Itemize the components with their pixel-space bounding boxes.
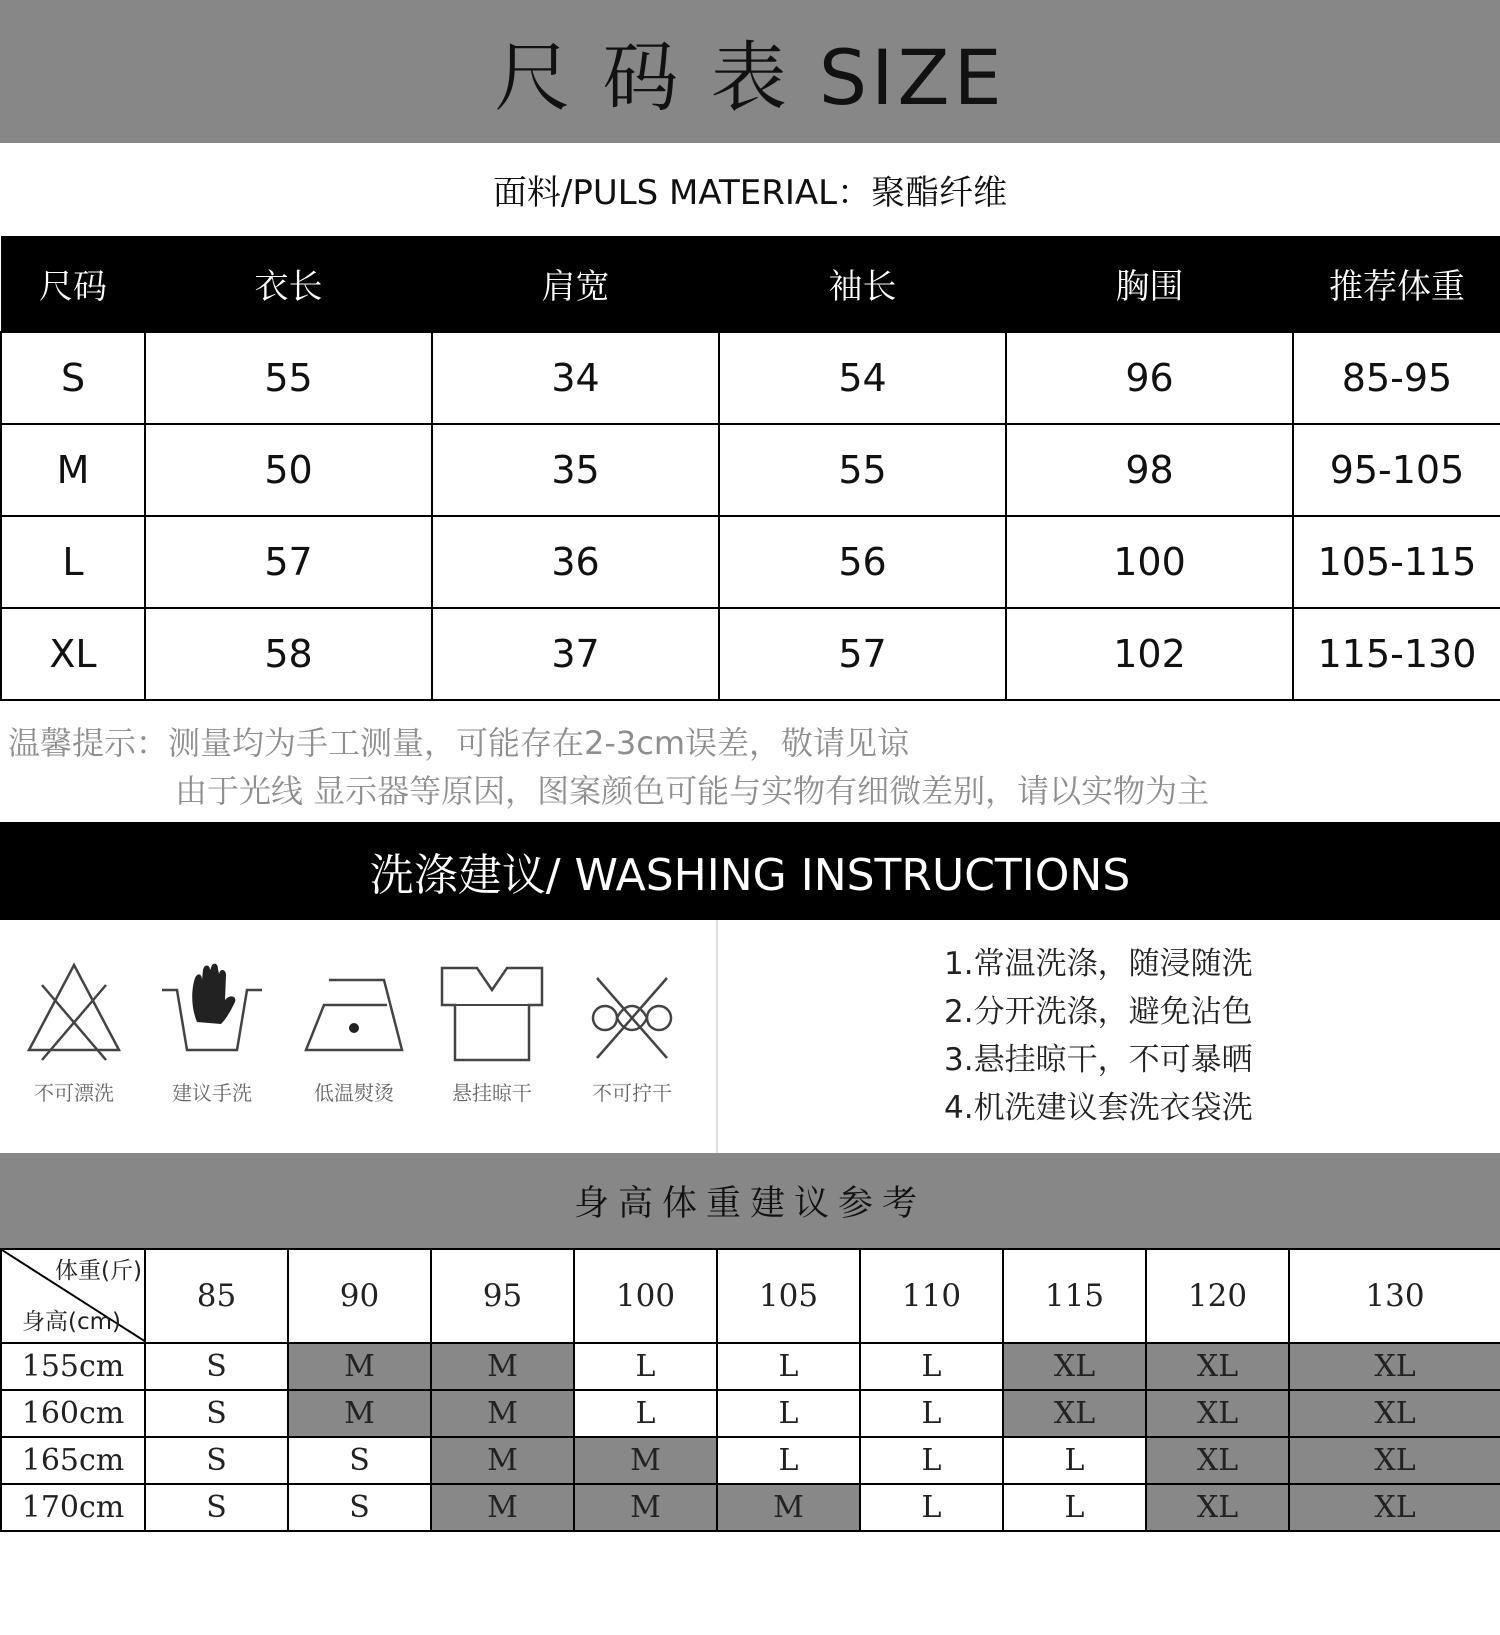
size-cell: M bbox=[431, 1437, 574, 1484]
weight-header: 85 bbox=[145, 1249, 288, 1343]
size-cell: XL bbox=[1003, 1343, 1146, 1390]
table-cell: 58 bbox=[145, 608, 432, 700]
tip-line-2: 由于光线 显示器等原因，图案颜色可能与实物有细微差别，请以实物为主 bbox=[175, 772, 1210, 810]
table-cell: 57 bbox=[145, 516, 432, 608]
table-cell: 35 bbox=[432, 424, 719, 516]
no-bleach-icon bbox=[24, 960, 124, 1065]
height-cell: 170cm bbox=[1, 1484, 145, 1531]
washing-header bbox=[0, 822, 1500, 920]
title-banner bbox=[0, 0, 1500, 143]
height-weight-header bbox=[0, 1153, 1500, 1248]
wash-icon-label: 建议手洗 bbox=[172, 1081, 252, 1105]
size-cell: L bbox=[717, 1343, 860, 1390]
weight-header: 100 bbox=[574, 1249, 717, 1343]
header-size: 尺码 bbox=[1, 236, 145, 332]
size-cell: L bbox=[574, 1343, 717, 1390]
list-item: 2.分开洗涤，避免沾色 bbox=[944, 994, 1253, 1030]
size-cell: XL bbox=[1003, 1390, 1146, 1437]
wash-icon-item bbox=[432, 960, 552, 1106]
section-divider bbox=[716, 920, 718, 1153]
table-cell: 57 bbox=[719, 608, 1006, 700]
list-item: 1.常温洗涤，随浸随洗 bbox=[944, 946, 1253, 982]
size-cell: S bbox=[288, 1437, 431, 1484]
table-cell: 36 bbox=[432, 516, 719, 608]
table-cell: M bbox=[1, 424, 145, 516]
list-item: 3.悬挂晾干，不可暴晒 bbox=[944, 1042, 1253, 1078]
height-cell: 165cm bbox=[1, 1437, 145, 1484]
table-cell: 105-115 bbox=[1293, 516, 1500, 608]
tip-line-1: 温馨提示：测量均为手工测量，可能存在2-3cm误差，敬请见谅 bbox=[8, 724, 910, 762]
weight-header: 95 bbox=[431, 1249, 574, 1343]
table-cell: 56 bbox=[719, 516, 1006, 608]
weight-header: 90 bbox=[288, 1249, 431, 1343]
header-chest: 胸围 bbox=[1006, 236, 1293, 332]
material-text: 面料/PULS MATERIAL：聚酯纤维 bbox=[492, 173, 1008, 213]
table-cell: 50 bbox=[145, 424, 432, 516]
hand-wash-icon bbox=[157, 960, 267, 1065]
table-row bbox=[1, 1343, 1500, 1390]
wash-icon-label: 不可漂洗 bbox=[34, 1081, 114, 1105]
table-row bbox=[1, 608, 1500, 700]
header-shoulder: 肩宽 bbox=[432, 236, 719, 332]
size-cell: S bbox=[145, 1343, 288, 1390]
wash-icon-item bbox=[152, 960, 272, 1106]
washing-section bbox=[0, 920, 1500, 1153]
size-cell: XL bbox=[1146, 1390, 1289, 1437]
size-cell: S bbox=[145, 1390, 288, 1437]
size-table-header bbox=[1, 236, 1500, 332]
size-cell: XL bbox=[1146, 1437, 1289, 1484]
wash-icon-item bbox=[572, 960, 692, 1106]
table-cell: 115-130 bbox=[1293, 608, 1500, 700]
table-cell: S bbox=[1, 332, 145, 424]
washing-title: 洗涤建议/ WASHING INSTRUCTIONS bbox=[369, 850, 1131, 901]
hang-dry-icon bbox=[437, 960, 547, 1065]
height-weight-table bbox=[0, 1248, 1500, 1532]
table-row bbox=[1, 424, 1500, 516]
washing-instructions-list bbox=[944, 940, 1253, 1132]
wash-icon-label: 不可拧干 bbox=[592, 1081, 672, 1105]
table-row bbox=[1, 516, 1500, 608]
table-cell: 55 bbox=[719, 424, 1006, 516]
size-cell: L bbox=[717, 1390, 860, 1437]
table-cell: 37 bbox=[432, 608, 719, 700]
table-cell: 98 bbox=[1006, 424, 1293, 516]
corner-weight-label: 体重(斤) bbox=[55, 1258, 142, 1284]
header-sleeve: 袖长 bbox=[719, 236, 1006, 332]
weight-header: 115 bbox=[1003, 1249, 1146, 1343]
table-cell: 85-95 bbox=[1293, 332, 1500, 424]
corner-cell bbox=[1, 1249, 145, 1343]
size-cell: M bbox=[431, 1484, 574, 1531]
table-cell: 100 bbox=[1006, 516, 1293, 608]
size-cell: S bbox=[288, 1484, 431, 1531]
size-cell: XL bbox=[1289, 1484, 1500, 1531]
size-cell: XL bbox=[1146, 1484, 1289, 1531]
table-cell: XL bbox=[1, 608, 145, 700]
corner-height-label: 身高(cm) bbox=[22, 1309, 121, 1335]
header-length: 衣长 bbox=[145, 236, 432, 332]
height-cell: 155cm bbox=[1, 1343, 145, 1390]
size-cell: M bbox=[431, 1343, 574, 1390]
table-row bbox=[1, 1390, 1500, 1437]
weight-header: 105 bbox=[717, 1249, 860, 1343]
height-weight-title: 身高体重建议参考 bbox=[573, 1183, 926, 1224]
material-banner bbox=[0, 143, 1500, 236]
table-cell: L bbox=[1, 516, 145, 608]
table-row bbox=[1, 332, 1500, 424]
size-cell: M bbox=[288, 1390, 431, 1437]
size-cell: S bbox=[145, 1437, 288, 1484]
table-row bbox=[1, 1437, 1500, 1484]
table-cell: 102 bbox=[1006, 608, 1293, 700]
size-cell: L bbox=[860, 1437, 1003, 1484]
table-cell: 54 bbox=[719, 332, 1006, 424]
wash-icon-label: 低温熨烫 bbox=[314, 1081, 394, 1105]
tips-section bbox=[0, 710, 1500, 822]
size-cell: M bbox=[717, 1484, 860, 1531]
table-cell: 34 bbox=[432, 332, 719, 424]
size-cell: L bbox=[1003, 1437, 1146, 1484]
size-cell: L bbox=[860, 1343, 1003, 1390]
low-temp-iron-icon bbox=[299, 960, 409, 1065]
table-cell: 55 bbox=[145, 332, 432, 424]
wash-icon-item bbox=[14, 960, 134, 1106]
size-cell: XL bbox=[1289, 1343, 1500, 1390]
size-cell: XL bbox=[1289, 1390, 1500, 1437]
size-cell: L bbox=[860, 1484, 1003, 1531]
header-weight: 推荐体重 bbox=[1293, 236, 1500, 332]
size-cell: M bbox=[574, 1484, 717, 1531]
size-cell: M bbox=[574, 1437, 717, 1484]
table-cell: 95-105 bbox=[1293, 424, 1500, 516]
wash-icon-item bbox=[294, 960, 414, 1106]
no-wring-icon bbox=[577, 960, 687, 1065]
size-cell: M bbox=[288, 1343, 431, 1390]
wash-icon-label: 悬挂晾干 bbox=[452, 1081, 532, 1105]
table-cell: 96 bbox=[1006, 332, 1293, 424]
size-table bbox=[0, 236, 1500, 701]
size-cell: M bbox=[431, 1390, 574, 1437]
weight-header: 130 bbox=[1289, 1249, 1500, 1343]
height-weight-header-row bbox=[1, 1249, 1500, 1343]
size-cell: L bbox=[574, 1390, 717, 1437]
size-cell: L bbox=[1003, 1484, 1146, 1531]
size-cell: XL bbox=[1289, 1437, 1500, 1484]
size-cell: L bbox=[717, 1437, 860, 1484]
size-cell: L bbox=[860, 1390, 1003, 1437]
weight-header: 120 bbox=[1146, 1249, 1289, 1343]
page-title: 尺 码 表 SIZE bbox=[494, 33, 1006, 122]
weight-header: 110 bbox=[860, 1249, 1003, 1343]
size-cell: XL bbox=[1146, 1343, 1289, 1390]
list-item: 4.机洗建议套洗衣袋洗 bbox=[944, 1090, 1253, 1126]
height-cell: 160cm bbox=[1, 1390, 145, 1437]
table-row bbox=[1, 1484, 1500, 1531]
size-cell: S bbox=[145, 1484, 288, 1531]
